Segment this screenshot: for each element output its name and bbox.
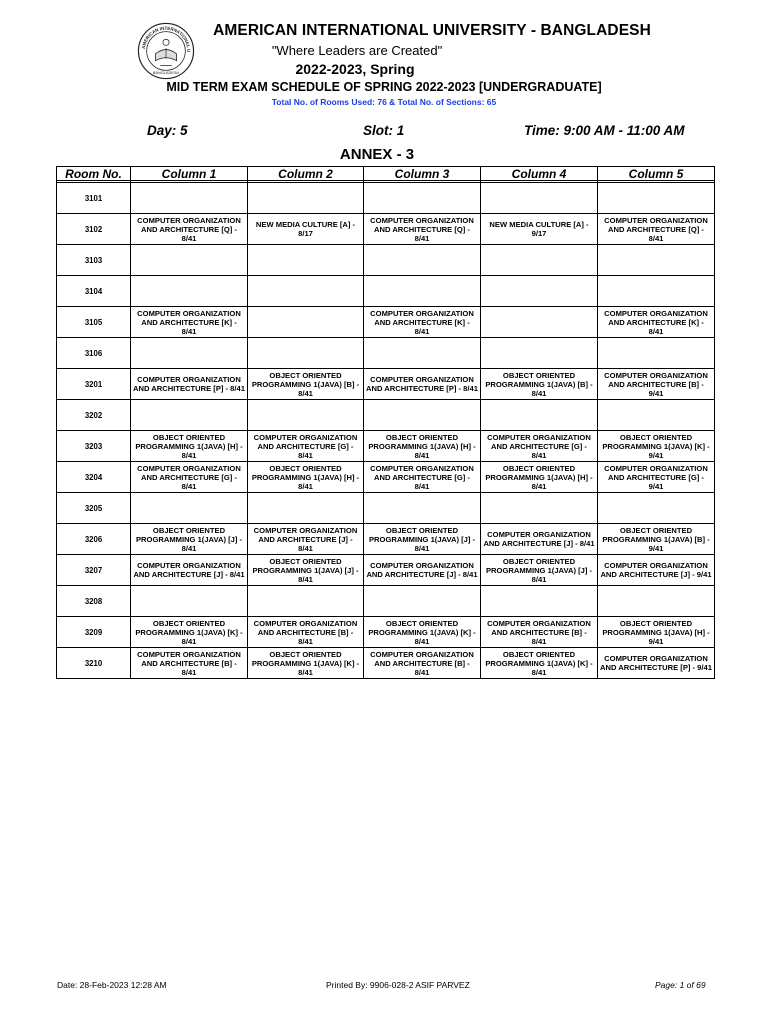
schedule-cell xyxy=(481,214,598,245)
schedule-cell xyxy=(481,648,598,679)
room-number-cell: 3205 xyxy=(57,493,131,524)
room-number-cell: 3210 xyxy=(57,648,131,679)
schedule-cell xyxy=(598,183,715,214)
course-entry: OBJECT ORIENTED PROGRAMMING 1(JAVA) [H] - 8/41 xyxy=(485,463,593,491)
schedule-cell xyxy=(131,214,248,245)
course-entry: OBJECT ORIENTED PROGRAMMING 1(JAVA) [B] - 9/41 xyxy=(602,525,710,553)
course-entry: COMPUTER ORGANIZATION AND ARCHITECTURE [P] - 9/41 xyxy=(600,654,712,672)
schedule-cell xyxy=(598,214,715,245)
schedule-cell xyxy=(481,245,598,276)
time-label: Time: 9:00 AM - 11:00 AM xyxy=(524,123,685,138)
schedule-cell xyxy=(364,462,481,493)
schedule-cell xyxy=(481,462,598,493)
course-entry: OBJECT ORIENTED PROGRAMMING 1(JAVA) [K] - 8/41 xyxy=(251,649,360,677)
schedule-cell xyxy=(364,369,481,400)
header-column-2: Column 2 xyxy=(248,167,364,181)
schedule-cell xyxy=(131,524,248,555)
schedule-cell xyxy=(364,586,481,617)
schedule-cell xyxy=(481,493,598,524)
schedule-cell xyxy=(364,431,481,462)
schedule-cell xyxy=(131,183,248,214)
course-entry: COMPUTER ORGANIZATION AND ARCHITECTURE [Q] - 8/41 xyxy=(370,215,474,243)
schedule-cell xyxy=(364,555,481,586)
schedule-cell xyxy=(598,524,715,555)
schedule-cell xyxy=(248,555,364,586)
schedule-cell xyxy=(131,276,248,307)
schedule-cell xyxy=(598,555,715,586)
table-row xyxy=(57,586,715,617)
schedule-cell xyxy=(364,524,481,555)
course-entry: COMPUTER ORGANIZATION AND ARCHITECTURE [B] - 8/41 xyxy=(253,618,358,646)
svg-text:AMERICAN INTERNATIONAL UNIVERS: AMERICAN INTERNATIONAL U xyxy=(140,25,192,53)
course-entry: COMPUTER ORGANIZATION AND ARCHITECTURE [G] - 8/41 xyxy=(253,432,358,460)
schedule-cell xyxy=(131,338,248,369)
course-entry: OBJECT ORIENTED PROGRAMMING 1(JAVA) [J] - 8/41 xyxy=(135,525,243,553)
schedule-cell xyxy=(364,183,481,214)
course-entry: OBJECT ORIENTED PROGRAMMING 1(JAVA) [H] - 9/41 xyxy=(602,618,710,646)
course-entry: OBJECT ORIENTED PROGRAMMING 1(JAVA) [K] - 8/41 xyxy=(368,618,476,646)
schedule-cell xyxy=(598,493,715,524)
schedule-cell xyxy=(364,214,481,245)
course-entry: OBJECT ORIENTED PROGRAMMING 1(JAVA) [H] - 8/41 xyxy=(368,432,476,460)
schedule-cell xyxy=(131,555,248,586)
schedule-cell xyxy=(131,493,248,524)
course-entry: OBJECT ORIENTED PROGRAMMING 1(JAVA) [H] - 8/41 xyxy=(251,463,360,491)
table-row xyxy=(57,369,715,400)
exam-title: MID TERM EXAM SCHEDULE OF SPRING 2022-2023 [UNDERGRADUATE] xyxy=(166,80,602,94)
schedule-cell xyxy=(248,307,364,338)
schedule-cell xyxy=(131,369,248,400)
schedule-cell xyxy=(131,462,248,493)
university-title: AMERICAN INTERNATIONAL UNIVERSITY - BANGLADESH xyxy=(213,22,651,39)
room-number-cell: 3209 xyxy=(57,617,131,648)
room-number-cell: 3106 xyxy=(57,338,131,369)
table-row xyxy=(57,400,715,431)
schedule-cell xyxy=(364,245,481,276)
course-entry: OBJECT ORIENTED PROGRAMMING 1(JAVA) [K] - 9/41 xyxy=(602,432,710,460)
schedule-cell xyxy=(364,617,481,648)
schedule-cell xyxy=(131,245,248,276)
course-entry: OBJECT ORIENTED PROGRAMMING 1(JAVA) [B] - 8/41 xyxy=(485,370,593,398)
course-entry: COMPUTER ORGANIZATION AND ARCHITECTURE [Q] - 8/41 xyxy=(604,215,708,243)
table-row xyxy=(57,462,715,493)
course-entry: COMPUTER ORGANIZATION AND ARCHITECTURE [J] - 8/41 xyxy=(253,525,358,553)
course-entry: COMPUTER ORGANIZATION AND ARCHITECTURE [K] - 8/41 xyxy=(604,308,708,336)
schedule-cell xyxy=(598,462,715,493)
course-entry: COMPUTER ORGANIZATION AND ARCHITECTURE [J] - 8/41 xyxy=(133,561,245,579)
room-number-cell: 3206 xyxy=(57,524,131,555)
schedule-cell xyxy=(598,586,715,617)
schedule-cell xyxy=(248,338,364,369)
course-entry: COMPUTER ORGANIZATION AND ARCHITECTURE [B] - 8/41 xyxy=(370,649,474,677)
course-entry: COMPUTER ORGANIZATION AND ARCHITECTURE [B] - 8/41 xyxy=(487,618,591,646)
schedule-cell xyxy=(481,369,598,400)
table-row xyxy=(57,276,715,307)
footer-date: Date: 28-Feb-2023 12:28 AM xyxy=(57,980,167,990)
course-entry: COMPUTER ORGANIZATION AND ARCHITECTURE [G] - 9/41 xyxy=(604,463,708,491)
course-entry: COMPUTER ORGANIZATION AND ARCHITECTURE [K] - 8/41 xyxy=(370,308,474,336)
course-entry: COMPUTER ORGANIZATION AND ARCHITECTURE [J] - 8/41 xyxy=(483,530,595,548)
schedule-cell xyxy=(248,586,364,617)
schedule-cell xyxy=(598,431,715,462)
course-entry: COMPUTER ORGANIZATION AND ARCHITECTURE [G] - 8/41 xyxy=(370,463,474,491)
schedule-cell xyxy=(481,400,598,431)
table-row xyxy=(57,214,715,245)
schedule-cell xyxy=(248,183,364,214)
schedule-cell xyxy=(248,276,364,307)
schedule-cell xyxy=(364,276,481,307)
course-entry: COMPUTER ORGANIZATION AND ARCHITECTURE [G] - 8/41 xyxy=(487,432,591,460)
session-label: 2022-2023, Spring xyxy=(295,61,415,77)
schedule-cell xyxy=(364,307,481,338)
totals-summary: Total No. of Rooms Used: 76 & Total No. of Sections: 65 xyxy=(271,97,497,107)
schedule-cell xyxy=(248,245,364,276)
course-entry: NEW MEDIA CULTURE [A] - 9/17 xyxy=(489,220,589,238)
schedule-cell xyxy=(598,617,715,648)
table-row xyxy=(57,183,715,214)
table-row xyxy=(57,617,715,648)
schedule-cell xyxy=(131,431,248,462)
svg-text:BANGLADESH: BANGLADESH xyxy=(152,71,180,76)
course-entry: OBJECT ORIENTED PROGRAMMING 1(JAVA) [H] - 8/41 xyxy=(135,432,243,460)
schedule-cell xyxy=(248,400,364,431)
schedule-cell xyxy=(481,617,598,648)
room-number-cell: 3101 xyxy=(57,183,131,214)
schedule-cell xyxy=(131,617,248,648)
table-row xyxy=(57,493,715,524)
schedule-table xyxy=(56,166,715,679)
table-row xyxy=(57,524,715,555)
schedule-cell xyxy=(598,648,715,679)
schedule-cell xyxy=(364,338,481,369)
header-column-1: Column 1 xyxy=(131,167,248,181)
course-entry: COMPUTER ORGANIZATION AND ARCHITECTURE [J] - 9/41 xyxy=(600,561,712,579)
course-entry: OBJECT ORIENTED PROGRAMMING 1(JAVA) [B] - 8/41 xyxy=(251,370,360,398)
schedule-cell xyxy=(481,276,598,307)
schedule-cell xyxy=(248,462,364,493)
course-entry: COMPUTER ORGANIZATION AND ARCHITECTURE [K] - 8/41 xyxy=(137,308,241,336)
schedule-cell xyxy=(481,524,598,555)
room-number-cell: 3204 xyxy=(57,462,131,493)
schedule-cell xyxy=(248,214,364,245)
room-number-cell: 3207 xyxy=(57,555,131,586)
course-entry: OBJECT ORIENTED PROGRAMMING 1(JAVA) [K] - 8/41 xyxy=(485,649,593,677)
footer-page-number: Page: 1 of 69 xyxy=(655,980,706,990)
schedule-cell xyxy=(248,431,364,462)
table-row xyxy=(57,245,715,276)
schedule-cell xyxy=(481,431,598,462)
schedule-cell xyxy=(481,307,598,338)
room-number-cell: 3102 xyxy=(57,214,131,245)
schedule-cell xyxy=(131,586,248,617)
schedule-cell xyxy=(598,338,715,369)
schedule-cell xyxy=(248,617,364,648)
header-column-4: Column 4 xyxy=(481,167,598,181)
course-entry: COMPUTER ORGANIZATION AND ARCHITECTURE [J] - 8/41 xyxy=(366,561,478,579)
day-label: Day: 5 xyxy=(147,123,188,138)
room-number-cell: 3201 xyxy=(57,369,131,400)
header-column-3: Column 3 xyxy=(364,167,481,181)
table-body xyxy=(57,181,715,679)
table-row xyxy=(57,555,715,586)
room-number-cell: 3202 xyxy=(57,400,131,431)
annex-title: ANNEX - 3 xyxy=(339,146,415,163)
schedule-cell xyxy=(481,338,598,369)
course-entry: COMPUTER ORGANIZATION AND ARCHITECTURE [B] - 9/41 xyxy=(604,370,708,398)
university-seal-logo xyxy=(137,22,195,80)
course-entry: OBJECT ORIENTED PROGRAMMING 1(JAVA) [K] - 8/41 xyxy=(135,618,243,646)
course-entry: COMPUTER ORGANIZATION AND ARCHITECTURE [B] - 8/41 xyxy=(137,649,241,677)
schedule-cell xyxy=(481,555,598,586)
schedule-cell xyxy=(364,400,481,431)
footer-printed-by: Printed By: 9906-028-2 ASIF PARVEZ xyxy=(326,980,470,990)
course-entry: COMPUTER ORGANIZATION AND ARCHITECTURE [P] - 8/41 xyxy=(133,375,245,393)
schedule-cell xyxy=(131,648,248,679)
header-column-5: Column 5 xyxy=(598,167,715,181)
table-row xyxy=(57,307,715,338)
header-room-no: Room No. xyxy=(57,167,131,181)
course-entry: COMPUTER ORGANIZATION AND ARCHITECTURE [G] - 8/41 xyxy=(137,463,241,491)
schedule-cell xyxy=(598,307,715,338)
room-number-cell: 3208 xyxy=(57,586,131,617)
course-entry: OBJECT ORIENTED PROGRAMMING 1(JAVA) [J] - 8/41 xyxy=(252,556,359,584)
table-row xyxy=(57,648,715,679)
slot-label: Slot: 1 xyxy=(363,123,405,138)
schedule-cell xyxy=(598,245,715,276)
room-number-cell: 3203 xyxy=(57,431,131,462)
table-header-row xyxy=(57,167,715,181)
schedule-cell xyxy=(248,648,364,679)
course-entry: OBJECT ORIENTED PROGRAMMING 1(JAVA) [J] - 8/41 xyxy=(368,525,476,553)
schedule-cell xyxy=(481,183,598,214)
course-entry: OBJECT ORIENTED PROGRAMMING 1(JAVA) [J] - 8/41 xyxy=(485,556,593,584)
room-number-cell: 3103 xyxy=(57,245,131,276)
schedule-cell xyxy=(131,400,248,431)
schedule-cell xyxy=(248,493,364,524)
schedule-cell xyxy=(598,400,715,431)
course-entry: NEW MEDIA CULTURE [A] - 8/17 xyxy=(255,220,356,238)
schedule-cell xyxy=(364,493,481,524)
schedule-cell xyxy=(481,586,598,617)
table-row xyxy=(57,431,715,462)
course-entry: COMPUTER ORGANIZATION AND ARCHITECTURE [Q] - 8/41 xyxy=(137,215,241,243)
course-entry: COMPUTER ORGANIZATION AND ARCHITECTURE [P] - 8/41 xyxy=(366,375,478,393)
schedule-cell xyxy=(131,307,248,338)
university-motto: "Where Leaders are Created" xyxy=(271,43,443,58)
room-number-cell: 3104 xyxy=(57,276,131,307)
schedule-cell xyxy=(248,369,364,400)
schedule-cell xyxy=(248,524,364,555)
schedule-cell xyxy=(598,276,715,307)
schedule-cell xyxy=(364,648,481,679)
schedule-cell xyxy=(598,369,715,400)
table-row xyxy=(57,338,715,369)
room-number-cell: 3105 xyxy=(57,307,131,338)
